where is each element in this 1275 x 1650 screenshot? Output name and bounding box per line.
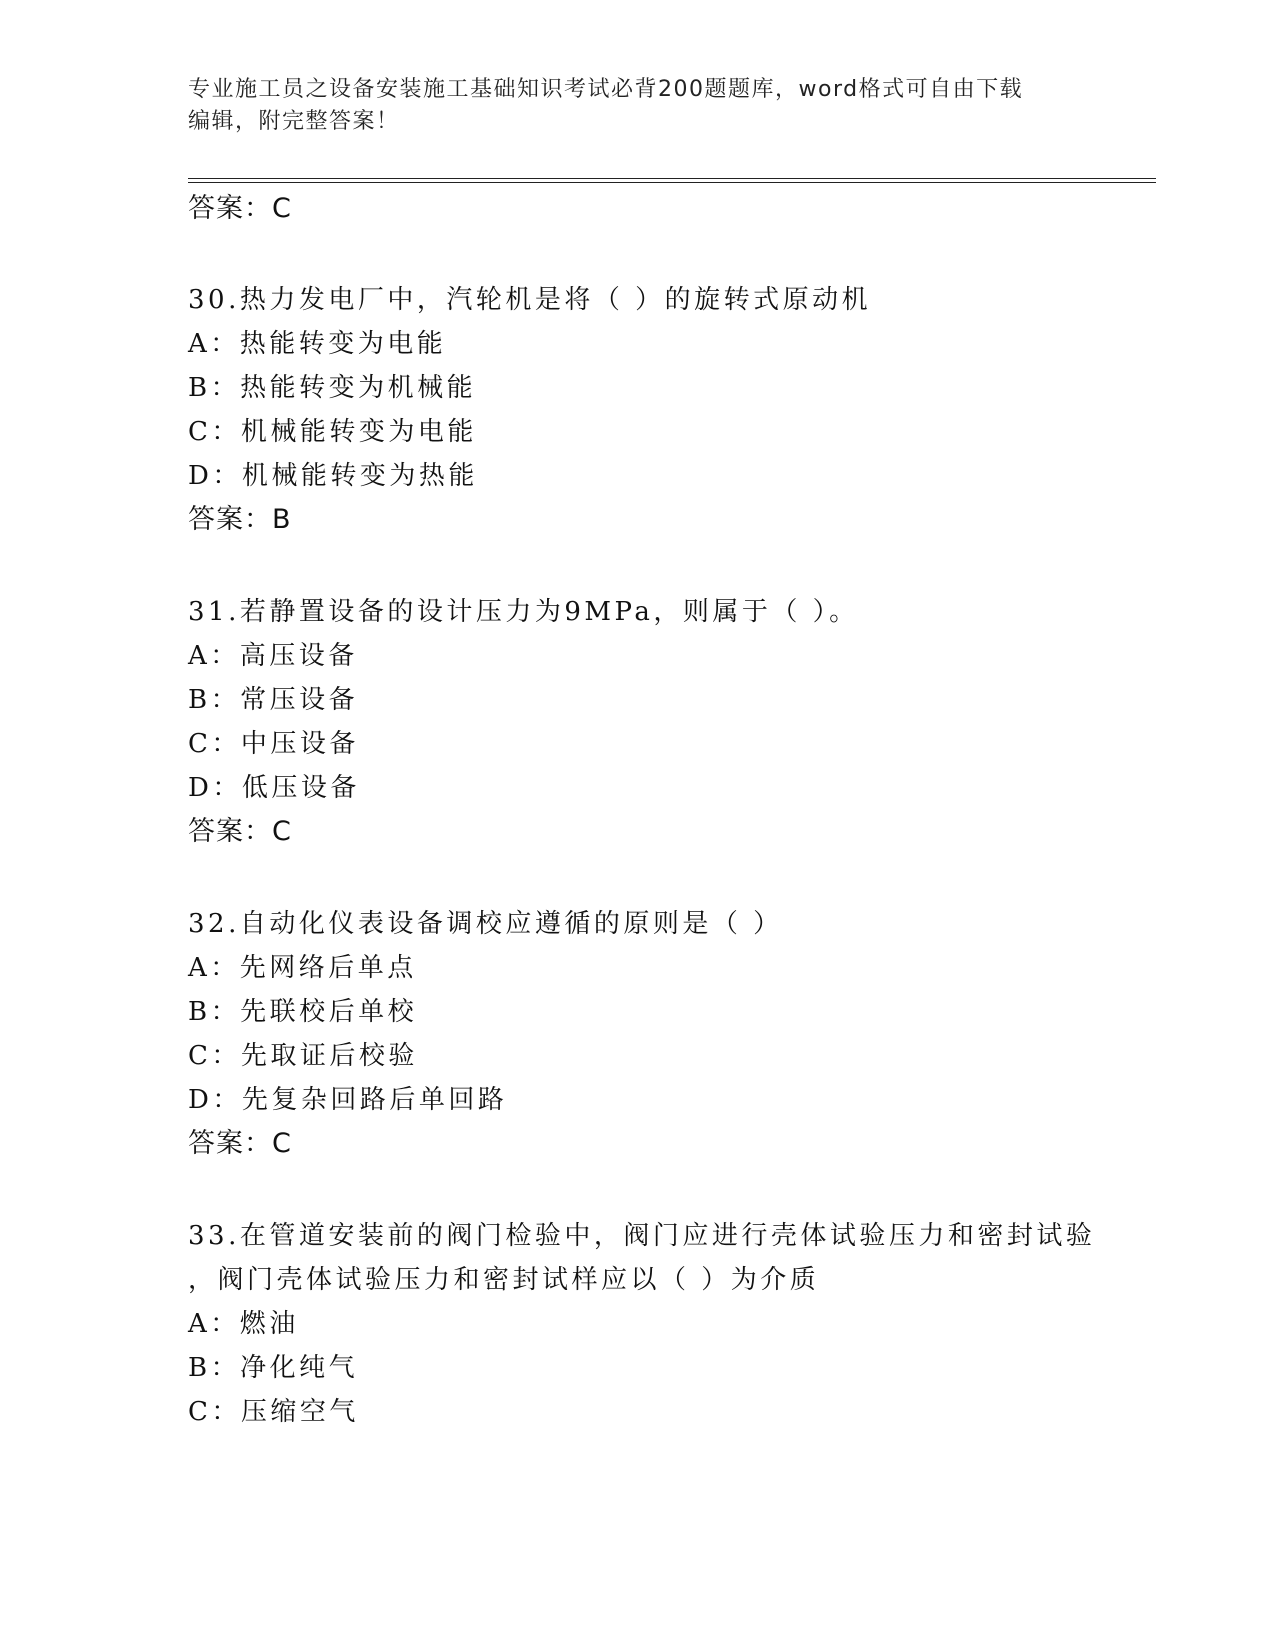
question-30-option-b: B：热能转变为机械能: [188, 373, 477, 403]
question-33-option-b: B：净化纯气: [188, 1353, 359, 1383]
question-31-option-d: D：低压设备: [188, 773, 360, 803]
question-31-stem: 31.若静置设备的设计压力为9MPa，则属于（ ）。: [188, 597, 859, 627]
question-31-answer: 答案：C: [188, 816, 292, 847]
question-32-stem: 32.自动化仪表设备调校应遵循的原则是（ ）: [188, 909, 783, 939]
document-header: [188, 74, 1088, 138]
question-31-option-c: C：中压设备: [188, 729, 359, 759]
question-33-option-a: A：燃油: [188, 1309, 299, 1339]
question-32-answer: 答案：C: [188, 1128, 292, 1159]
question-30-option-c: C：机械能转变为电能: [188, 417, 477, 447]
header-title-line-1: 专业施工员之设备安装施工基础知识考试必背200题题库，word格式可自由下载: [188, 77, 1024, 102]
question-30-answer: 答案：B: [188, 504, 292, 535]
question-30-option-a: A：热能转变为电能: [188, 329, 447, 359]
question-33-option-c: C：压缩空气: [188, 1397, 359, 1427]
question-30-option-d: D：机械能转变为热能: [188, 461, 478, 491]
question-30-stem: 30.热力发电厂中，汽轮机是将（ ）的旋转式原动机: [188, 285, 872, 315]
question-33-stem-line-2: ，阀门壳体试验压力和密封试样应以（ ）为介质: [188, 1265, 820, 1295]
question-32-option-c: C：先取证后校验: [188, 1041, 418, 1071]
question-32-option-d: D：先复杂回路后单回路: [188, 1085, 508, 1115]
question-32-option-a: A：先网络后单点: [188, 953, 417, 983]
question-31-option-b: B：常压设备: [188, 685, 359, 715]
header-divider: [188, 178, 1156, 183]
question-31-option-a: A：高压设备: [188, 641, 358, 671]
question-32-option-b: B：先联校后单校: [188, 997, 418, 1027]
question-33-stem-line-1: 33.在管道安装前的阀门检验中，阀门应进行壳体试验压力和密封试验: [188, 1221, 1096, 1251]
header-title-line-2: 编辑，附完整答案！: [188, 109, 400, 134]
answer-prev: 答案：C: [188, 193, 292, 224]
